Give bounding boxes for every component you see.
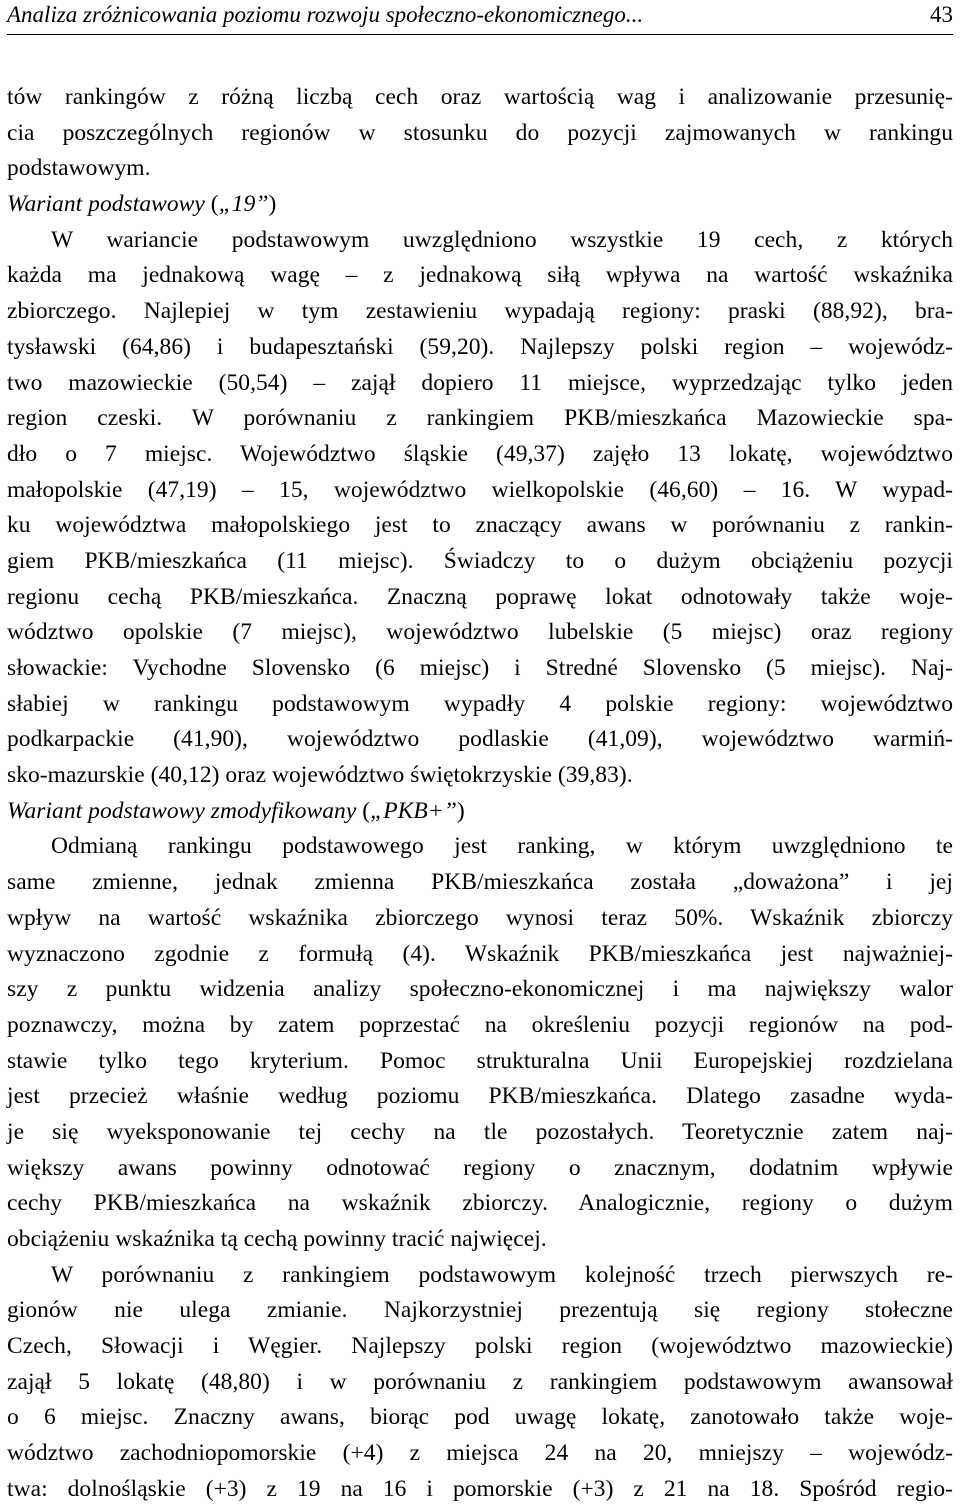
text-line: wyznaczono zgodnie z formułą (4). Wskaźnik PKB/mieszkańca jest najważniej- bbox=[7, 940, 953, 967]
page-number: 43 bbox=[930, 2, 953, 27]
text-line: podkarpackie (41,90), województwo podlaskie (41,09), województwo warmiń- bbox=[7, 726, 953, 753]
text-line: wództwo zachodniopomorskie (+4) z miejsca 24 na 20, mniejszy – wojewódz- bbox=[7, 1440, 953, 1467]
text-line: poznawczy, można by zatem poprzestać na określeniu pozycji regionów na pod- bbox=[7, 1011, 953, 1038]
text-line: o 6 miejsc. Znaczny awans, biorąc pod uwagę lokatę, zanotowało także woje- bbox=[7, 1404, 953, 1431]
text-line: twa: dolnośląskie (+3) z 19 na 16 i pomorskie (+3) z 21 na 18. Spośród regio- bbox=[7, 1475, 953, 1502]
heading-label: „19” bbox=[218, 191, 269, 218]
text-line: cia poszczególnych regionów w stosunku do pozycji zajmowanych w rankingu bbox=[7, 119, 953, 146]
text-line: same zmienne, jednak zmienna PKB/mieszkańca została „doważona” i jej bbox=[7, 869, 953, 896]
text-line: cechy PKB/mieszkańca na wskaźnik zbiorczy. Analogicznie, regiony o dużym bbox=[7, 1190, 953, 1217]
text-line: Odmianą rankingu podstawowego jest ranking, w którym uwzględniono te bbox=[51, 833, 953, 860]
text-line: słowackie: Vychodne Slovensko (6 miejsc) i Stredné Slovensko (5 miejsc). Naj- bbox=[7, 655, 953, 681]
section-heading-modified-variant bbox=[7, 794, 953, 830]
body-text bbox=[7, 80, 953, 1508]
text-line: W wariancie podstawowym uwzględniono wszystkie 19 cech, z których bbox=[51, 226, 953, 253]
text-line: sko-mazurskie (40,12) oraz województwo świętokrzyskie (39,83). bbox=[7, 762, 633, 789]
text-line: gionów nie ulega zmianie. Najkorzystniej prezentują się regiony stołeczne bbox=[7, 1297, 953, 1324]
text-line: stawie tylko tego kryterium. Pomoc strukturalna Unii Europejskiej rozdzielana bbox=[7, 1047, 953, 1074]
text-line: wpływ na wartość wskaźnika zbiorczego wynosi teraz 50%. Wskaźnik zbiorczy bbox=[7, 904, 953, 931]
text-line: zbiorczego. Najlepiej w tym zestawieniu wypadają regiony: praski (88,92), bra- bbox=[7, 298, 953, 325]
section2-paragraph-1 bbox=[7, 829, 953, 1257]
heading-open-paren: ( bbox=[210, 191, 219, 218]
text-line: zajął 5 lokatę (48,80) i w porównaniu z rankingiem podstawowym awansował bbox=[7, 1368, 953, 1395]
text-line: regionu cechą PKB/mieszkańca. Znaczną poprawę lokat odnotowały także woje- bbox=[7, 583, 953, 610]
text-line: two mazowieckie (50,54) – zajął dopiero 11 miejsce, wyprzedzając tylko jeden bbox=[7, 369, 953, 396]
text-line: tów rankingów z różną liczbą cech oraz wartością wag i analizowanie przesunię- bbox=[7, 84, 953, 110]
text-line: podstawowym. bbox=[7, 155, 151, 182]
section2-paragraph-2 bbox=[7, 1258, 953, 1508]
text-line: region czeski. W porównaniu z rankingiem PKB/mieszkańca Mazowieckie spa- bbox=[7, 405, 953, 432]
heading-text: Wariant podstawowy bbox=[7, 191, 205, 218]
running-title: Analiza zróżnicowania poziomu rozwoju społeczno-ekonomicznego... bbox=[7, 2, 644, 27]
text-line: obciążeniu wskaźnika tą cechą powinny tracić najwięcej. bbox=[7, 1226, 547, 1252]
heading-close-paren: ) bbox=[456, 797, 465, 824]
text-line: je się wyeksponowanie tej cechy na tle pozostałych. Teoretycznie zatem naj- bbox=[7, 1118, 953, 1145]
text-line: jest przecież właśnie według poziomu PKB/mieszkańca. Dlatego zasadne wyda- bbox=[7, 1083, 953, 1110]
text-line: wództwo opolskie (7 miejsc), województwo lubelskie (5 miejsc) oraz regiony bbox=[7, 619, 953, 646]
heading-text: Wariant podstawowy zmodyfikowany bbox=[7, 797, 357, 824]
text-line: słabiej w rankingu podstawowym wypadły 4 polskie regiony: województwo bbox=[7, 690, 953, 717]
text-line: Czech, Słowacji i Węgier. Najlepszy polski region (województwo mazowieckie) bbox=[7, 1333, 953, 1360]
text-line: dło o 7 miejsc. Województwo śląskie (49,37) zajęło 13 lokatę, województwo bbox=[7, 440, 953, 467]
heading-label: „PKB+” bbox=[370, 797, 457, 824]
intro-paragraph bbox=[7, 80, 953, 187]
section1-paragraph bbox=[7, 223, 953, 794]
text-line: W porównaniu z rankingiem podstawowym kolejność trzech pierwszych re- bbox=[51, 1261, 953, 1288]
text-line: każda ma jednakową wagę – z jednakową siłą wpływa na wartość wskaźnika bbox=[7, 262, 953, 289]
text-line: szy z punktu widzenia analizy społeczno-ekonomicznej i ma największy walor bbox=[7, 976, 953, 1003]
text-line: ku województwa małopolskiego jest to znaczący awans w porównaniu z rankin- bbox=[7, 512, 953, 539]
text-line: giem PKB/mieszkańca (11 miejsc). Świadczy to o dużym obciążeniu pozycji bbox=[7, 547, 953, 574]
heading-open-paren: ( bbox=[362, 797, 371, 824]
running-header bbox=[7, 0, 953, 35]
section-heading-basic-variant bbox=[7, 187, 953, 223]
heading-close-paren: ) bbox=[268, 191, 277, 218]
text-line: tysławski (64,86) i budapesztański (59,20). Najlepszy polski region – wojewódz- bbox=[7, 333, 953, 360]
text-line: małopolskie (47,19) – 15, województwo wielkopolskie (46,60) – 16. W wypad- bbox=[7, 476, 953, 503]
text-line: większy awans powinny odnotować regiony o znacznym, dodatnim wpływie bbox=[7, 1154, 953, 1181]
